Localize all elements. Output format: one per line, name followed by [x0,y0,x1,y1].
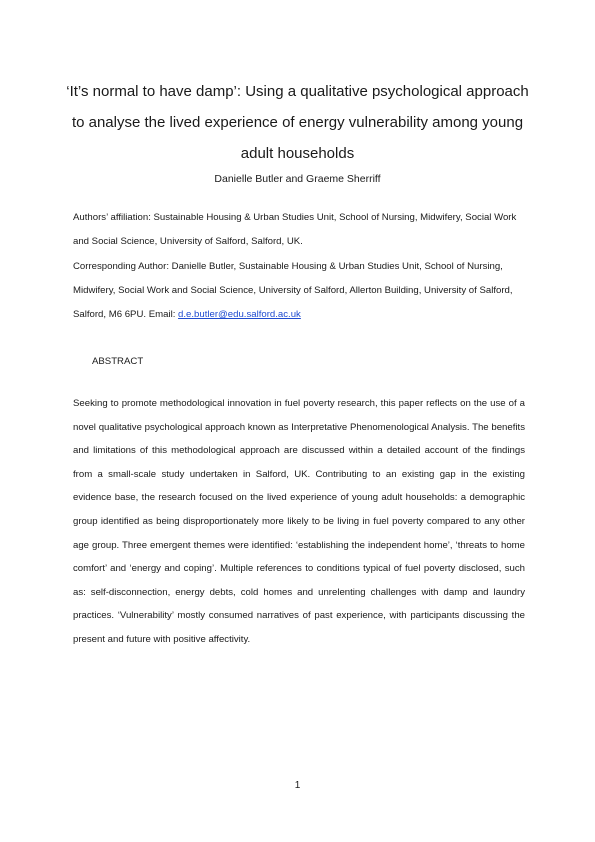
author-affiliation: Authors’ affiliation: Sustainable Housing & Urban Studies Unit, School of Nursing, Midwifery, Social Work and Social Science, University of Salford, Salford, UK. [73,212,517,247]
email-link[interactable]: d.e.butler@edu.salford.ac.uk [178,309,301,320]
corresponding-author-text: Corresponding Author: Danielle Butler, Sustainable Housing & Urban Studies Unit, School of Nursing, Midwifery, Social Work and Social Science, University of Salford, Allerton Building, University of Salford, Salford, M6 6PU. Email: [73,261,513,320]
abstract-text: Seeking to promote methodological innovation in fuel poverty research, this paper reflects on the use of a novel qualitative psychological approach known as Interpretative Phenomenological Analysis. The benefits and limitations of this methodological approach are discussed within a detailed account of the findings from a small-scale study undertaken in Salford, UK. Contributing to an existing gap in the existing evidence base, the research focused on the lived experience of young adult households: a demographic group identified as being disproportionately more likely to be living in fuel poverty compared to any other age group. Three emergent themes were identified: ‘establishing the independent home’, ‘threats to home comfort’ and ‘energy and coping’. Multiple references to conditions typical of fuel poverty disclosed, such as: self-disconnection, energy debts, cold homes and unrelenting challenges with damp and laundry practices. ‘Vulnerability’ mostly consumed narratives of past experience, with participants discussing the present and future with positive affectivity. [73,398,525,645]
abstract-heading: ABSTRACT [92,356,144,367]
corresponding-author [73,255,525,327]
page-number: 1 [294,780,301,791]
author-names: Danielle Butler and Graeme Sherriff [214,173,381,185]
paper-title: ‘It’s normal to have damp’: Using a qualitative psychological approach to analyse the lived experience of energy vulnerability among young adult households [66,83,529,162]
